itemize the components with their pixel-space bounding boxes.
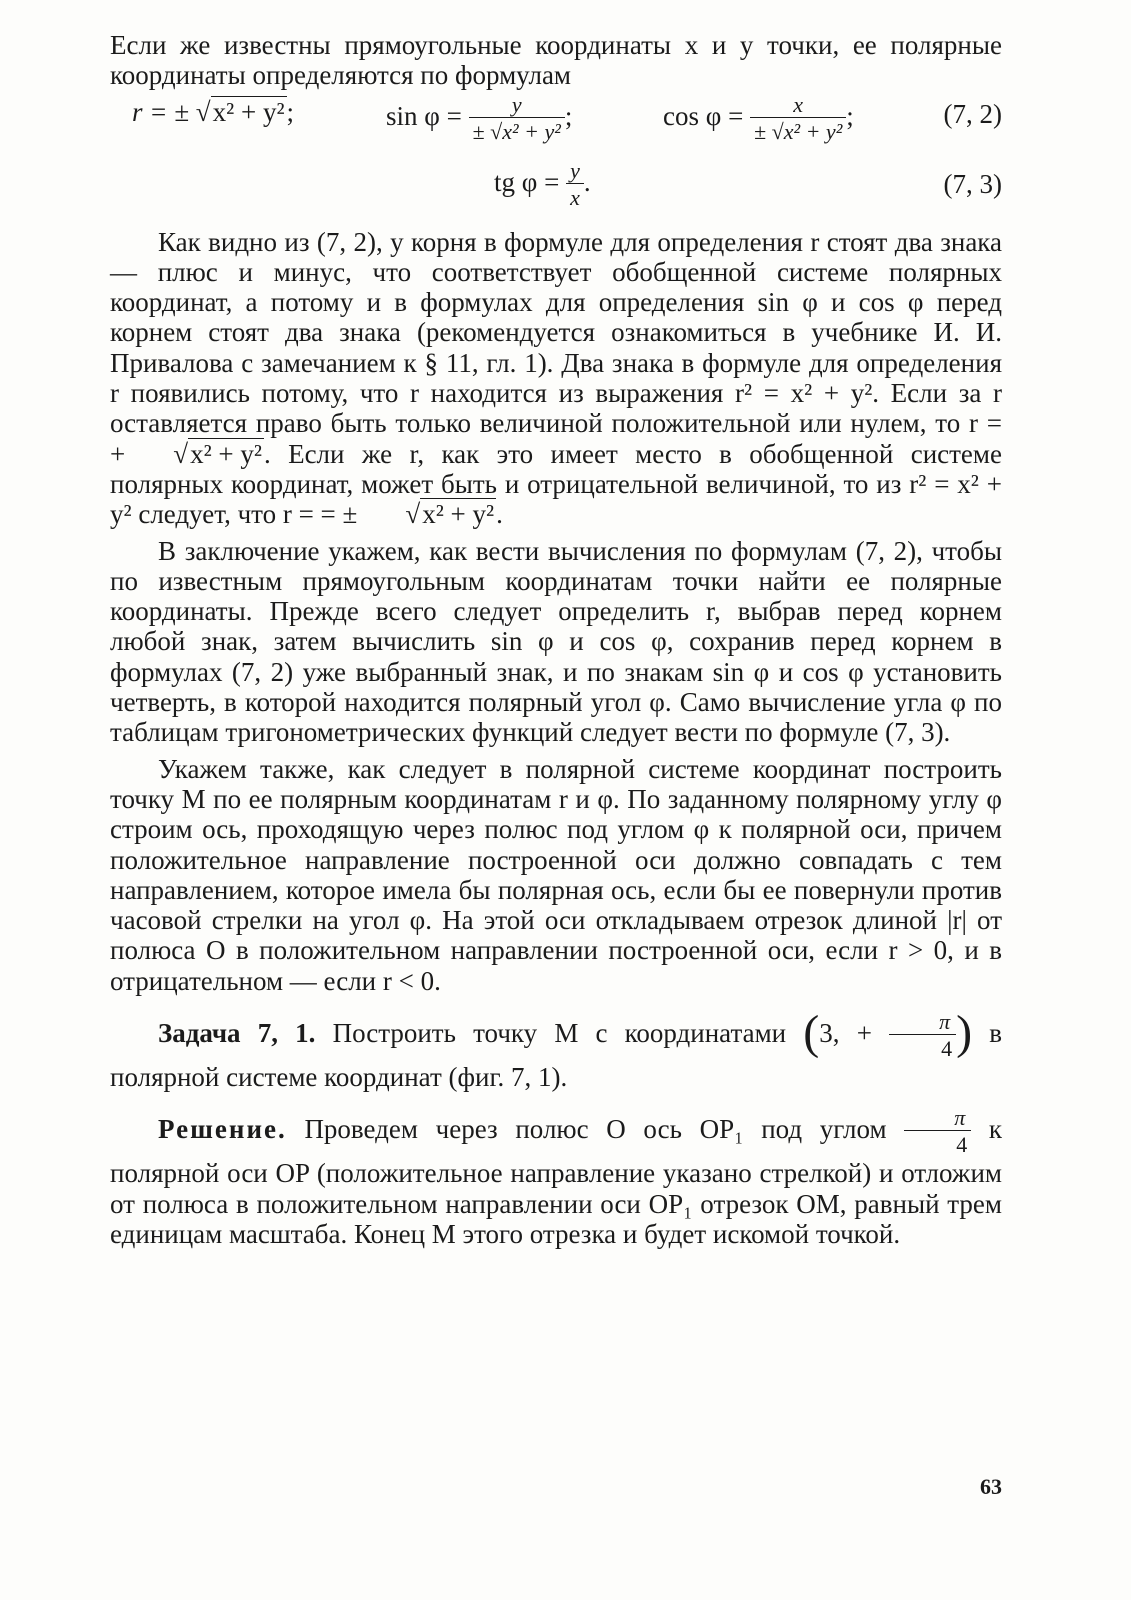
fraction: $\frac{x}{\text{± √x² + y²}}$	[750, 93, 846, 145]
sqrt-symbol: √x² + y²	[173, 438, 262, 469]
task-label: Задача 7, 1.	[158, 1018, 316, 1049]
sqrt-symbol: √x² + y²	[195, 96, 285, 127]
fraction: $\frac{y}{\text{± √x² + y²}}$	[469, 93, 565, 145]
text-column	[110, 30, 1002, 1249]
formula-cos: cos φ = $\frac{x}{\text{± √x² + y²}}$ ;	[663, 91, 854, 144]
paragraph-intro: Если же известны прямоугольные координаты x и y точки, ее полярные координаты определяются по формулам	[110, 30, 1002, 91]
page-number: 63	[980, 1474, 1002, 1499]
paragraph-explanation: Как видно из (7, 2), у корня в формуле для определения r стоят два знака — плюс и минус, что соответствует обобщенной системе полярных координат, а потому и в формулах для определения sin φ и cos φ перед корнем стоят два знака (рекомендуется ознакомиться в учебнике И. И. Привалова с замечанием к § 11, гл. 1). Два знака в формуле для определения r появились потому, что r находится из выражения r² = x² + y². Если за r оставляется право быть только величиной положительной или нулем, то r = + √x² + y². Если же r, как это имеет место в обобщенной системе полярных координат, может быть и отрицательной величиной, то из r² = x² + y² следует, что r = = ± √x² + y².	[110, 226, 1002, 530]
fraction: $\frac{\pi}{4}$	[889, 1010, 956, 1062]
equation-number: (7, 3)	[943, 168, 1002, 199]
paragraph-construction: Укажем также, как следует в полярной системе координат построить точку M по ее полярным координатам r и φ. По заданному полярному углу φ строим ось, проходящую через полюс под углом φ к полярной оси, причем положительное направление построенной оси должно совпадать с тем направлением, которое имела бы полярная ось, если бы ее повернули против часовой стрелки на угол φ. На этой оси откладываем отрезок длиной |r| от полюса O в положительном направлении построенной оси, если r > 0, и в отрицательном — если r < 0.	[110, 753, 1002, 996]
paragraph-computation: В заключение укажем, как вести вычисления по формулам (7, 2), чтобы по известным прямоугольным координатам точки найти ее полярные координаты. Прежде всего следует определить r, выбрав перед корнем любой знак, затем вычислить sin φ и cos φ, сохранив перед корнем в формулах (7, 2) уже выбранный знак, и по знакам sin φ и cos φ установить четверть, в которой находится полярный угол φ. Само вычисление угла φ по таблицам тригонометрических функций следует вести по формуле (7, 3).	[110, 535, 1002, 748]
equation-number: (7, 2)	[943, 98, 1002, 129]
formula-7-2	[110, 93, 1002, 157]
fraction: $\frac{\pi}{4}$	[904, 1106, 971, 1158]
solution-label: Решение.	[158, 1114, 287, 1145]
task-7-1: Задача 7, 1. Построить точку M с координатами (3, + $\frac{\pi}{4}$ ) в полярной системе координат (фиг. 7, 1).	[110, 1006, 1003, 1093]
formula-sin: sin φ = $\frac{y}{\text{± √x² + y²}}$ ;	[386, 91, 573, 144]
fraction: $\frac{y}{x}$	[566, 159, 584, 211]
formula-tg: tg φ = $\frac{y}{x}$ .	[494, 157, 591, 210]
formula-7-3	[110, 159, 1002, 221]
sqrt-symbol: √x² + y²	[405, 499, 495, 530]
solution-7-1: Решение. Проведем через полюс O ось OP₁ под углом $\frac{\pi}{4}$ к полярной оси OP (положительное направление указано стрелкой) и отложим от полюса в положительном направлении оси OP₁ отрезок OM, равный трем единицам масштаба. Конец M этого отрезка и будет искомой точкой.	[110, 1105, 1003, 1249]
formula-r: r = ± √x² + y²;	[132, 96, 295, 127]
